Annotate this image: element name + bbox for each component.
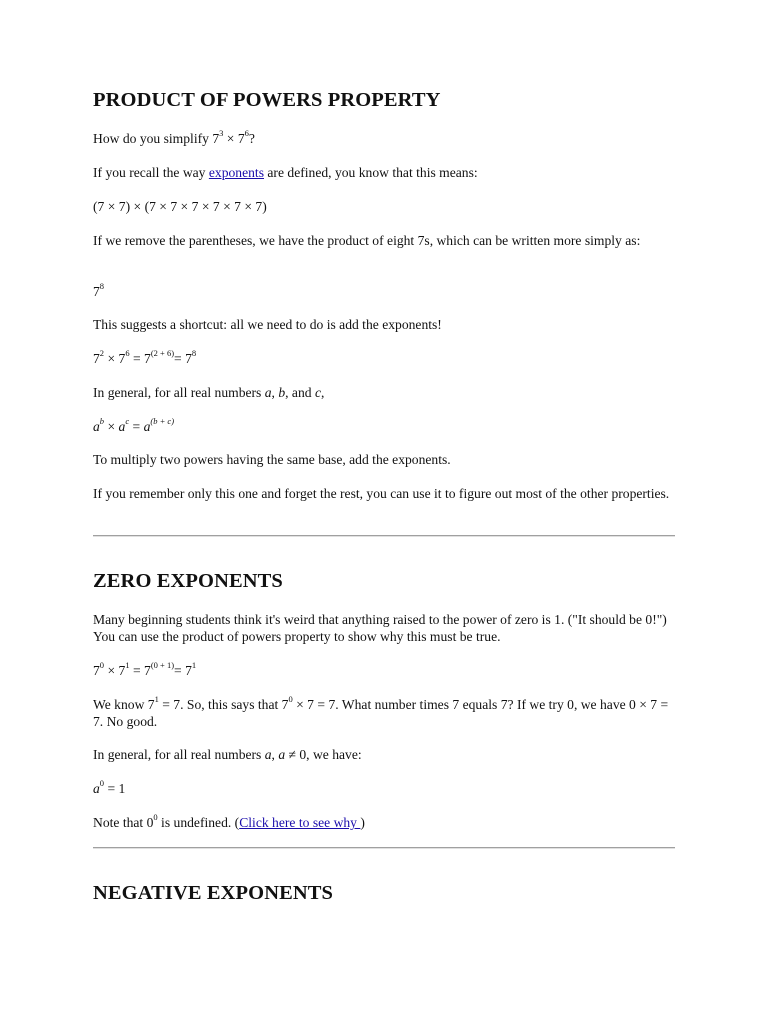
shortcut-text: This suggests a shortcut: all we need to do is add the exponents!	[93, 317, 442, 332]
general-rule-formula: $a^b \times a^c = a^{(b + c)}$	[93, 416, 175, 434]
result-seven-eighth: $7^8$	[93, 281, 105, 299]
zero-general-statement: In general, for all real numbers a, a ≠ 0, we have:	[93, 747, 362, 762]
undefined-note: Note that $0^0$ is undefined. (Click here to see why )	[93, 812, 365, 830]
multiply-rule-text: To multiply two powers having the same base, add the exponents.	[93, 452, 451, 467]
remove-parens-text: If we remove the parentheses, we have the product of eight 7s, which can be written more simply as:	[93, 233, 641, 248]
zero-rule-formula: $a^0 = 1$	[93, 778, 126, 796]
we-know-text: We know $7^1 = 7$. So, this says that $7^0 \times 7 = 7$. What number times 7 equals 7? If we try 0, we have 0 × 7 = 7. No good.	[93, 694, 669, 729]
question-text: How do you simplify $7^3 \times 7^6$?	[93, 128, 255, 146]
heading-zero-exponents: ZERO EXPONENTS	[93, 570, 283, 592]
recall-text: If you recall the way exponents are defined, you know that this means:	[93, 165, 478, 180]
general-statement: In general, for all real numbers a, b, and c,	[93, 385, 325, 400]
section-divider	[93, 535, 675, 537]
heading-negative-exponents: NEGATIVE EXPONENTS	[93, 882, 334, 904]
zero-equation: $7^0 \times 7^1 = 7^{(0 + 1)}= 7^1$	[93, 660, 197, 678]
click-here-link[interactable]: Click here to see why	[239, 815, 361, 830]
expanded-product: (7 × 7) × (7 × 7 × 7 × 7 × 7 × 7)	[93, 199, 267, 214]
remember-text: If you remember only this one and forget the rest, you can use it to figure out most of the other properties.	[93, 486, 670, 501]
zero-intro-text: Many beginning students think it's weird that anything raised to the power of zero is 1. ("It should be 0!") You can use the product of powers property to show why this must be true.	[93, 612, 667, 644]
product-equation: $7^2 \times 7^6 = 7^{(2 + 6)}= 7^8$	[93, 348, 197, 366]
section-divider	[93, 847, 675, 849]
heading-product-of-powers: PRODUCT OF POWERS PROPERTY	[93, 89, 441, 111]
exponents-link[interactable]: exponents	[208, 165, 264, 180]
